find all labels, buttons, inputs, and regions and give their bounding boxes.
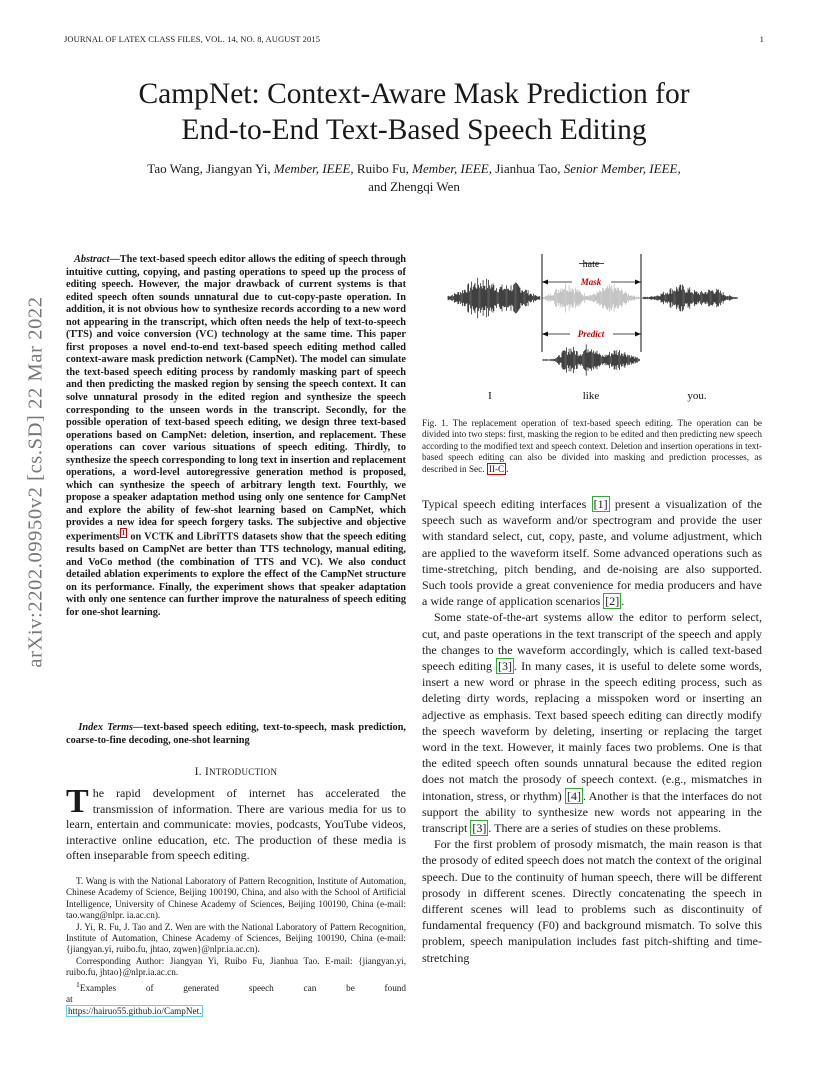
body-paragraph-1 (422, 496, 762, 609)
footnotes (66, 876, 406, 1017)
citation-4[interactable]: [4] (566, 788, 581, 803)
body-paragraph-2 (422, 609, 762, 836)
word-you: you. (687, 390, 707, 402)
p1-text-b: present a visualization of the speech such as waveform and/or spectrogram and provide the user with standard select, cut, copy, paste, and volume adjustment, which are applied to the waveform itself. Some advanced operations such as time-stretching, pitch bending, and de-noising are also supported. Such tools provide a great convenience for media producers and have a wide range of application scenarios (422, 497, 762, 609)
caption-end: . (506, 463, 509, 474)
p2-text-c: . Another is that the interfaces do not support the ability to synthesize new words not appearing in the transcript (422, 788, 763, 836)
predict-arrowhead-left (542, 332, 548, 337)
footnote-link-1[interactable]: 1 (121, 529, 126, 538)
citation-1[interactable]: [1] (593, 497, 608, 511)
author-3: Jianhua Tao, (495, 161, 561, 176)
footnote-examples-text: Examples of generated speech can be found at (66, 982, 406, 1005)
title-line-1: CampNet: Context-Aware Mask Prediction for (138, 78, 690, 110)
footnote-mark: 1 (76, 979, 80, 989)
predict-arrowhead-right (635, 332, 641, 337)
body-right-column (422, 496, 762, 966)
intro-text: he rapid development of internet has accelerated the transmission of information. There are various media for us to learn, entertain and communicate: movies, podcasts, YouTube videos, interactive online education, etc. The production of these media is often inseparable from speech editing. (66, 786, 406, 863)
footnote-corresponding: Corresponding Author: Jiangyan Yi, Ruibo Fu, Jianhua Tao. E-mail: {jiangyan.yi, ruibo.fu, jhtao}@nlpr.ia.ac.cn. (66, 955, 406, 978)
label-predict: Predict (577, 329, 605, 339)
caption-text: The replacement operation of text-based speech editing. The operation can be divided into two steps: first, masking the region to be edited and then predicting new speech according to the modified text and speech context. Deletion and insertion operations in text-based speech editing can also be divided into masking and prediction processes, as described in Sec. (422, 418, 763, 474)
index-terms (66, 722, 406, 747)
footnote-affiliation-1: T. Wang is with the National Laboratory of Pattern Recognition, Institute of Automation, Chinese Academy of Science, Beijing 100190, China, and also with the School of Artificial Intelligence, University of Chinese Academy of Sciences, Beijing 100190, China (e-mail: tao.wang@nlpr. ia.ac.cn). (66, 876, 406, 921)
author-1-role: Member, IEEE, (273, 161, 354, 176)
arxiv-sidebar (12, 282, 60, 682)
running-header (64, 34, 764, 48)
p2-text-b: . In many cases, it is useful to delete some words, insert a new word or phrase in the speech editing process, such as deleting dirty words, replacing a misspoken word or inserting an adjective as emphasis. Text based speech editing can directly modify the speech waveform by deleting, inserting or replacing the target word in the text. However, it mainly faces two problems. One is that the edited speech often sounds unnatural because the edited region does not match the prosody of speech context. (e.g., mismatches in intonation, stress, or rhythm) (422, 659, 762, 803)
abstract-text-1: —The text-based speech editor allows the editing of speech through intuitive cutting, copying, and pasting operations to speed up the process of editing speech. However, the major drawback of current systems is that edited speech often sounds unnatural due to cut-copy-paste operation. In addition, it is not obvious how to synthesize records according to a new word not appearing in the transcript, which often needs the help of text-to-speech (TTS) and voice conversion (VC) technology at the same time. This paper first proposes a novel end-to-end text-based speech editing method called context-aware mask prediction network (CampNet). The model can simulate the text-based speech editing process by randomly masking part of speech and then predicting the masked region by sensing the speech context. It can solve unnatural prosody in the edited region and synthesize the speech corresponding to the unseen words in the transcript. Secondly, for the possible operation of text-based speech editing, we design three text-based operations based on CampNet: deletion, insertion, and replacement. These operations can cover various situations of speech editing. Thirdly, to synthesize the speech corresponding to long text in insertion and replacement operations, a word-level autoregressive generation method is proposed, which can synthesize the speech of arbitrary length text. Fourthly, we propose a speaker adaptation method using only one sentence for CampNet and explore the ability of few-shot learning based on CampNet, which provides a new idea for speech forgery tasks. The subjective and objective experiments (66, 254, 406, 543)
citation-3b[interactable]: [3] (472, 821, 487, 836)
mask-arrowhead-right (635, 280, 641, 285)
footnote-affiliation-2: J. Yi, R. Fu, J. Tao and Z. Wen are with the National Laboratory of Pattern Recognition, Institute of Automation, Chinese Academy of Sciences, Beijing 100190, China (e-mail: {jiangyan.yi, ruibo.fu, jhtao, zqwen}@nlpr.ia.ac.cn). (66, 921, 406, 955)
arxiv-id: arXiv:2202.09950v2 [cs.SD] 22 Mar 2022 (24, 296, 47, 668)
label-hate: hate (582, 259, 600, 270)
figure-waveform (422, 252, 762, 412)
page-number: 1 (759, 34, 764, 44)
author-1: Tao Wang, Jiangyan Yi, (147, 161, 271, 176)
author-2-role: Member, IEEE, (412, 161, 492, 176)
index-terms-text: —text-based speech editing, text-to-speech, mask prediction, coarse-to-fine decoding, one-shot learning (66, 722, 406, 746)
title-line-2: End-to-End Text-Based Speech Editing (181, 114, 647, 146)
body-paragraph-3: For the first problem of prosody mismatch, the main reason is that the prosody of edited speech does not match the context of the original speech. Due to the continuity of human speech, there will be different prosody in different scenes. Directly concatenating the speech in different scenes will lead to problems such as discontinuity of fundamental frequency (F0) and background mismatch. To solve this problem, speech manipulation includes fast pitch-shifting and time-stretching (422, 837, 762, 965)
mask-arrowhead-left (542, 280, 548, 285)
citation-2[interactable]: [2] (605, 594, 620, 609)
figure-caption (422, 418, 762, 475)
introduction-paragraph (66, 783, 406, 864)
p2-text-a: Some state-of-the-art systems allow the editor to perform select, cut, and paste operations in the text transcript of the speech and apply the changes to the waveform accordingly, which is called text-based speech editing (422, 610, 762, 674)
section-heading-introduction (66, 766, 406, 778)
label-mask: Mask (580, 277, 602, 287)
drop-cap: T (66, 783, 89, 820)
author-2: Ruibo Fu, (356, 161, 409, 176)
caption-label: Fig. 1. (422, 418, 449, 428)
abstract (66, 254, 406, 619)
section-number: I. (194, 766, 202, 778)
footnote-examples (66, 979, 406, 1017)
journal-name: JOURNAL OF LATEX CLASS FILES, VOL. 14, NO. 8, AUGUST 2015 (64, 34, 321, 44)
author-list (60, 160, 768, 196)
p1-text-a: Typical speech editing interfaces (422, 497, 592, 511)
word-like: like (582, 390, 600, 402)
abstract-text-2: on VCTK and LibriTTS datasets show that the speech editing results based on CampNet are better than TTS technology, manual editing, and VoCo method (the combination of TTS and VC). We also conduct detailed ablation experiments to explore the effect of the CampNet structure on its performance. Finally, the experiment shows that speaker adaptation with only one sentence can further improve the naturalness of speech editing for one-shot learning. (66, 531, 406, 618)
section-title-first: I (204, 766, 209, 778)
section-title-rest: NTRODUCTION (208, 767, 278, 777)
examples-link[interactable]: https://hairuo55.github.io/CampNet. (68, 1005, 202, 1016)
paper-title (60, 76, 768, 148)
word-i: I (488, 390, 492, 402)
index-terms-label: Index Terms (78, 722, 134, 733)
waveform-predicted (543, 344, 639, 376)
author-4: and Zhengqi Wen (368, 179, 460, 194)
section-reference[interactable]: II-C (488, 463, 505, 474)
p2-text-d: . There are a series of studies on these problems. (488, 821, 722, 836)
abstract-label: Abstract (74, 254, 110, 265)
citation-3[interactable]: [3] (498, 659, 513, 674)
p1-text-end: . (621, 594, 625, 609)
author-3-role: Senior Member, IEEE, (563, 161, 681, 176)
